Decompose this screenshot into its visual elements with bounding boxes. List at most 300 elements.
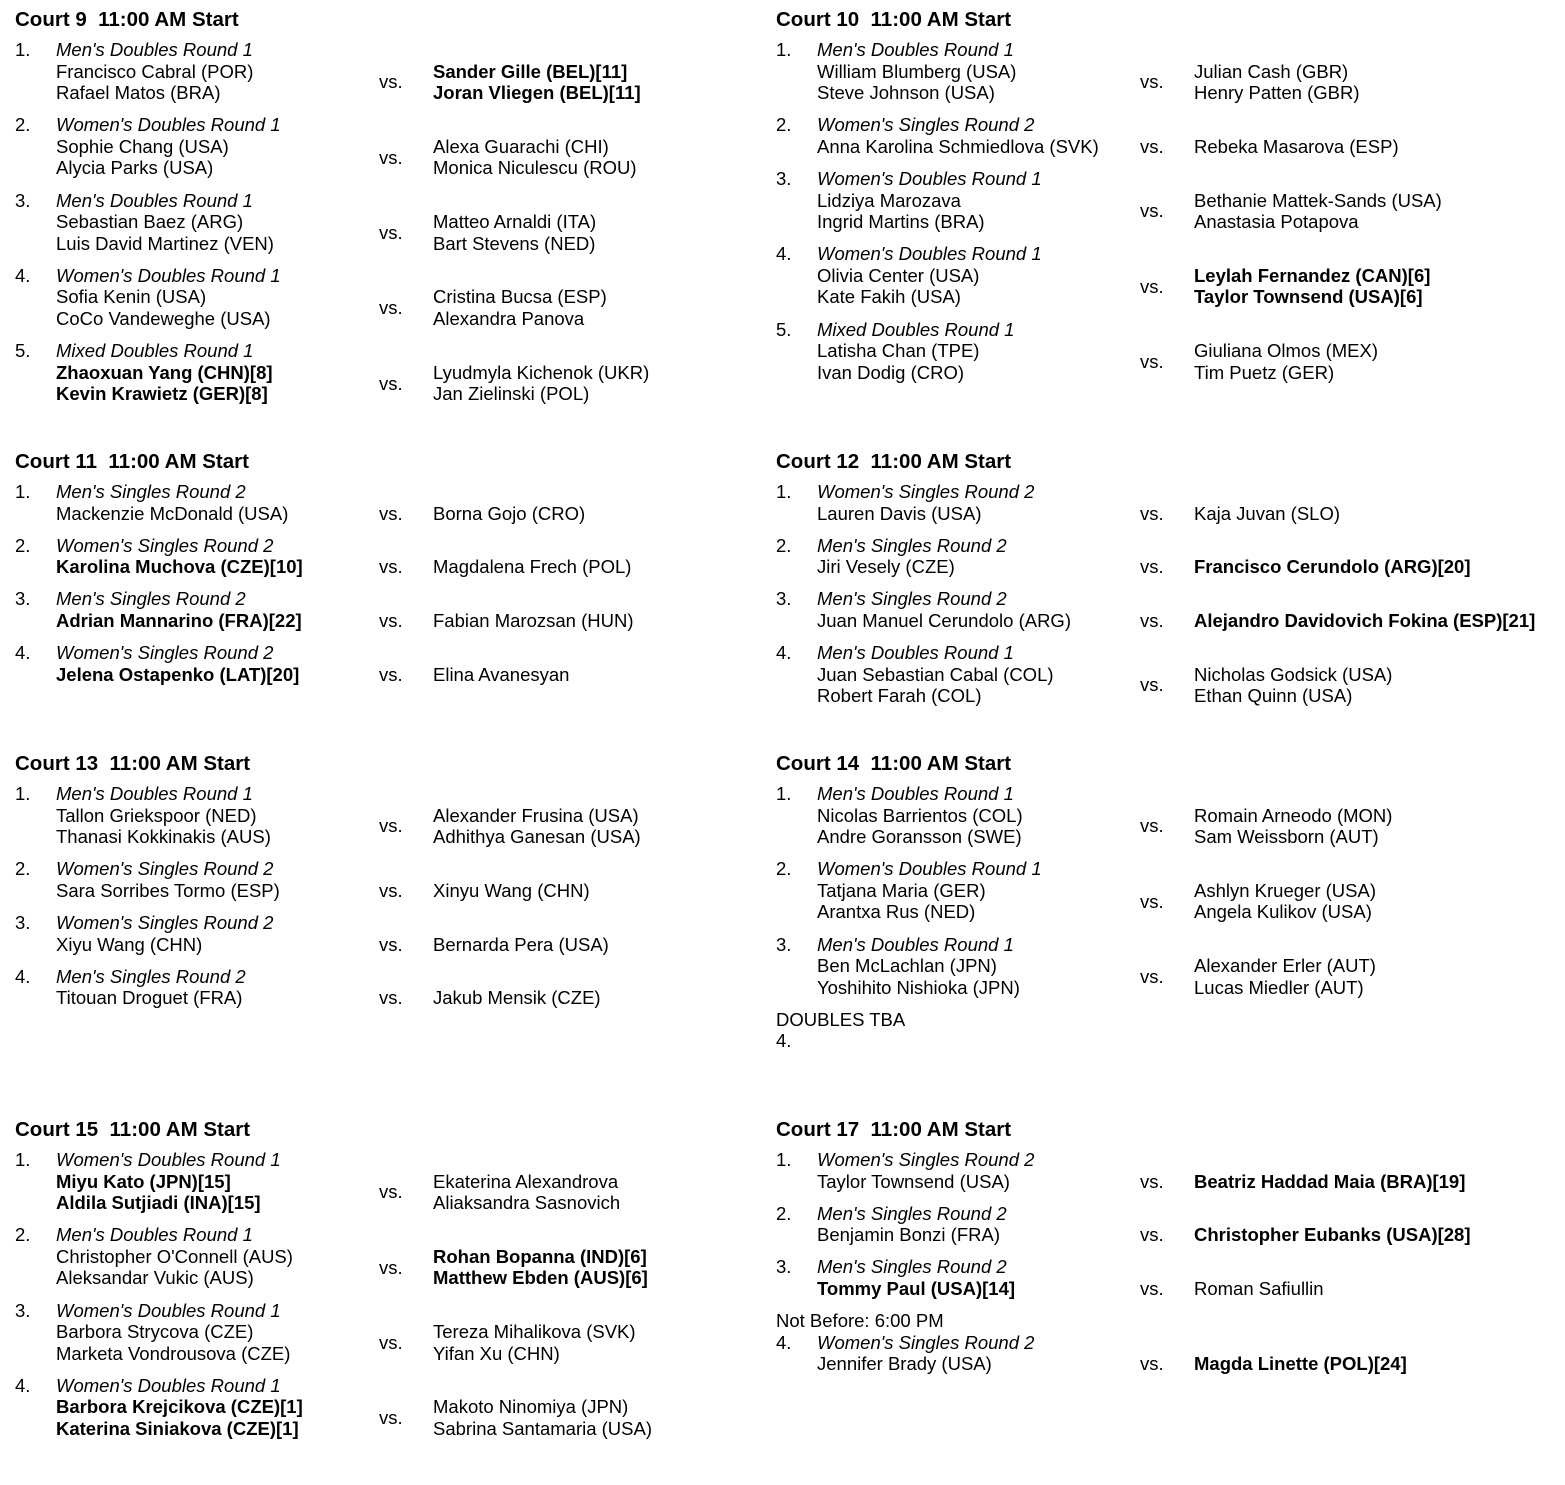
player-name: Ethan Quinn (USA) xyxy=(1194,685,1353,707)
player-name: Aleksandar Vukic (AUS) xyxy=(56,1267,254,1289)
player-name: Sam Weissborn (AUT) xyxy=(1194,826,1379,848)
event-name: Men's Singles Round 2 xyxy=(817,588,1007,610)
player-name: Robert Farah (COL) xyxy=(817,685,982,707)
vs-label: vs. xyxy=(379,1331,403,1353)
match-number: 3. xyxy=(776,1256,792,1278)
vs-label: vs. xyxy=(1140,674,1164,696)
player-name: Benjamin Bonzi (FRA) xyxy=(817,1224,1001,1246)
match-number: 1. xyxy=(15,39,31,60)
player-name: Marketa Vondrousova (CZE) xyxy=(56,1342,291,1364)
side-b xyxy=(1194,955,1376,998)
player-name: Tatjana Maria (GER) xyxy=(817,879,986,901)
player-name: Tommy Paul (USA)[14] xyxy=(817,1277,1016,1299)
player-name: Magda Linette (POL)[24] xyxy=(1194,1353,1407,1375)
side-b xyxy=(433,556,631,578)
match-number: 3. xyxy=(15,911,31,933)
vs-label: vs. xyxy=(1140,1170,1164,1192)
player-name: Sander Gille (BEL)[11] xyxy=(433,60,628,82)
event-name: Men's Singles Round 2 xyxy=(56,588,246,610)
match-number: 4. xyxy=(776,1030,792,1052)
match-entry xyxy=(15,642,775,685)
vs-label: vs. xyxy=(379,372,403,394)
event-name: Women's Doubles Round 1 xyxy=(817,858,1042,880)
match-players xyxy=(15,1246,775,1289)
match-entry xyxy=(776,1203,1536,1246)
player-name: Rohan Bopanna (IND)[6] xyxy=(433,1245,647,1267)
event-name: Women's Doubles Round 1 xyxy=(56,264,281,286)
side-a xyxy=(817,340,1137,383)
player-name: William Blumberg (USA) xyxy=(817,60,1017,82)
event-name: Women's Singles Round 2 xyxy=(56,911,274,933)
vs-label: vs. xyxy=(379,556,403,578)
court-block xyxy=(15,8,775,415)
court-title: Court 10 11:00 AM Start xyxy=(776,8,1012,31)
side-a xyxy=(56,1321,376,1364)
player-name: Kaja Juvan (SLO) xyxy=(1194,502,1341,524)
event-name: Women's Singles Round 2 xyxy=(817,481,1035,502)
player-name: Olivia Center (USA) xyxy=(817,264,980,286)
player-name: Sebastian Baez (ARG) xyxy=(56,211,244,233)
match-entry xyxy=(15,39,775,104)
player-name: Lidziya Marozava xyxy=(817,189,961,211)
player-name: Juan Manuel Cerundolo (ARG) xyxy=(817,609,1071,631)
match-number: 2. xyxy=(15,1224,31,1246)
side-b xyxy=(433,1321,636,1364)
match-entry xyxy=(15,265,775,330)
match-entry xyxy=(776,168,1536,233)
player-name: Kevin Krawietz (GER)[8] xyxy=(56,383,268,405)
match-number: 2. xyxy=(15,534,31,556)
event-name: Men's Doubles Round 1 xyxy=(56,39,253,60)
event-name: Women's Singles Round 2 xyxy=(817,114,1035,136)
player-name: Taylor Townsend (USA) xyxy=(817,1170,1010,1192)
event-name: Mixed Doubles Round 1 xyxy=(56,340,254,362)
match-number: 2. xyxy=(776,858,792,880)
player-name: Rebeka Masarova (ESP) xyxy=(1194,135,1399,157)
side-a xyxy=(817,955,1137,998)
side-a xyxy=(817,556,1137,578)
match-entry xyxy=(15,190,775,255)
match-entry xyxy=(15,1149,775,1214)
side-a xyxy=(817,610,1137,632)
match-players xyxy=(776,664,1536,707)
court-block xyxy=(15,752,775,1019)
player-name: Yoshihito Nishioka (JPN) xyxy=(817,976,1020,998)
player-name: Aldila Sutjiadi (INA)[15] xyxy=(56,1192,261,1214)
side-b xyxy=(1194,610,1535,632)
side-b xyxy=(433,1246,648,1289)
player-name: Magdalena Frech (POL) xyxy=(433,556,632,578)
player-name: Bethanie Mattek-Sands (USA) xyxy=(1194,189,1442,211)
side-b xyxy=(1194,265,1430,308)
event-name: Men's Singles Round 2 xyxy=(56,965,246,987)
side-a xyxy=(817,136,1137,158)
match-number: 4. xyxy=(15,1374,31,1396)
player-name: Ekaterina Alexandrova xyxy=(433,1170,619,1192)
court-title: Court 12 11:00 AM Start xyxy=(776,450,1012,473)
match-players xyxy=(15,286,775,329)
match-entry xyxy=(15,1300,775,1365)
player-name: Xinyu Wang (CHN) xyxy=(433,879,590,901)
event-name: Men's Doubles Round 1 xyxy=(56,1224,253,1246)
player-name: Monica Niculescu (ROU) xyxy=(433,157,637,179)
event-name: Men's Doubles Round 1 xyxy=(817,783,1014,804)
player-name: Sabrina Santamaria (USA) xyxy=(433,1418,653,1440)
match-number: 5. xyxy=(776,318,792,340)
player-name: Taylor Townsend (USA)[6] xyxy=(1194,286,1423,308)
match-players xyxy=(776,503,1536,525)
side-a xyxy=(817,190,1137,233)
match-entry xyxy=(776,319,1536,384)
side-a xyxy=(817,805,1137,848)
player-name: Tereza Mihalikova (SVK) xyxy=(433,1321,636,1343)
side-a xyxy=(56,934,376,956)
side-a xyxy=(56,1396,376,1439)
side-a xyxy=(56,1246,376,1289)
vs-label: vs. xyxy=(1140,135,1164,157)
vs-label: vs. xyxy=(379,933,403,955)
match-number: 1. xyxy=(776,481,792,502)
vs-label: vs. xyxy=(1140,71,1164,93)
vs-label: vs. xyxy=(379,297,403,319)
match-players xyxy=(776,1353,1536,1375)
player-name: Steve Johnson (USA) xyxy=(817,82,995,104)
player-name: Jelena Ostapenko (LAT)[20] xyxy=(56,663,300,685)
event-name: Women's Singles Round 2 xyxy=(56,642,274,664)
match-players xyxy=(776,805,1536,848)
match-players xyxy=(776,610,1536,632)
match-players xyxy=(15,136,775,179)
player-name: Ivan Dodig (CRO) xyxy=(817,361,965,383)
side-b xyxy=(1194,61,1360,104)
match-players xyxy=(776,880,1536,923)
player-name: Alexa Guarachi (CHI) xyxy=(433,135,609,157)
match-number: 2. xyxy=(776,114,792,136)
player-name: Adrian Mannarino (FRA)[22] xyxy=(56,609,302,631)
side-a xyxy=(56,880,376,902)
court-block xyxy=(776,8,1536,394)
player-name: Luis David Martinez (VEN) xyxy=(56,232,274,254)
side-b xyxy=(1194,880,1376,923)
match-players xyxy=(776,61,1536,104)
match-number: 1. xyxy=(776,1149,792,1170)
player-name: Nicolas Barrientos (COL) xyxy=(817,804,1023,826)
player-name: Beatriz Haddad Maia (BRA)[19] xyxy=(1194,1170,1466,1192)
event-name: Women's Doubles Round 1 xyxy=(56,1299,281,1321)
side-a xyxy=(817,1171,1137,1193)
side-a xyxy=(56,556,376,578)
match-players xyxy=(776,340,1536,383)
court-title: Court 17 11:00 AM Start xyxy=(776,1118,1012,1141)
match-players xyxy=(15,211,775,254)
match-players xyxy=(15,1396,775,1439)
player-name: Romain Arneodo (MON) xyxy=(1194,804,1393,826)
court-title: Court 9 11:00 AM Start xyxy=(15,8,239,31)
match-entry xyxy=(15,340,775,405)
event-name: Women's Doubles Round 1 xyxy=(56,114,281,136)
side-b xyxy=(433,610,633,632)
match-number: 1. xyxy=(15,481,31,502)
side-a xyxy=(56,503,376,525)
match-number: 1. xyxy=(776,39,792,60)
player-name: Yifan Xu (CHN) xyxy=(433,1342,560,1364)
match-number: 4. xyxy=(776,642,792,664)
side-a xyxy=(817,880,1137,923)
player-name: Sophie Chang (USA) xyxy=(56,135,229,157)
player-name: Anna Karolina Schmiedlova (SVK) xyxy=(817,135,1099,157)
player-name: Ingrid Martins (BRA) xyxy=(817,211,985,233)
player-name: Bernarda Pera (USA) xyxy=(433,933,609,955)
match-entry xyxy=(15,114,775,179)
player-name: Alycia Parks (USA) xyxy=(56,157,214,179)
match-players xyxy=(15,1321,775,1364)
match-entry xyxy=(776,1332,1536,1375)
match-number: 4. xyxy=(776,243,792,265)
event-name: Women's Doubles Round 1 xyxy=(817,167,1042,189)
vs-label: vs. xyxy=(1140,1277,1164,1299)
player-name: Matthew Ebden (AUS)[6] xyxy=(433,1267,648,1289)
event-name: Mixed Doubles Round 1 xyxy=(817,318,1015,340)
court-title: Court 15 11:00 AM Start xyxy=(15,1118,251,1141)
side-a xyxy=(817,61,1137,104)
vs-label: vs. xyxy=(1140,965,1164,987)
match-players xyxy=(15,934,775,956)
side-a xyxy=(56,805,376,848)
match-entry xyxy=(776,588,1536,631)
match-players xyxy=(15,362,775,405)
match-number: 2. xyxy=(15,858,31,880)
court-title: Court 13 11:00 AM Start xyxy=(15,752,251,775)
player-name: Juan Sebastian Cabal (COL) xyxy=(817,663,1054,685)
match-players xyxy=(15,880,775,902)
player-name: Alexander Frusina (USA) xyxy=(433,804,639,826)
vs-label: vs. xyxy=(1140,200,1164,222)
side-a xyxy=(56,61,376,104)
court-block xyxy=(776,450,1536,717)
side-b xyxy=(1194,136,1399,158)
match-number: 1. xyxy=(15,783,31,804)
player-name: Jiri Vesely (CZE) xyxy=(817,556,955,578)
match-number: 5. xyxy=(15,340,31,362)
side-b xyxy=(1194,805,1392,848)
vs-label: vs. xyxy=(379,609,403,631)
match-entry xyxy=(15,1375,775,1440)
schedule-note: DOUBLES TBA xyxy=(776,1008,906,1030)
player-name: Giuliana Olmos (MEX) xyxy=(1194,340,1379,362)
vs-label: vs. xyxy=(379,815,403,837)
player-name: Matteo Arnaldi (ITA) xyxy=(433,211,597,233)
event-name: Women's Singles Round 2 xyxy=(56,858,274,880)
side-a xyxy=(56,211,376,254)
vs-label: vs. xyxy=(1140,815,1164,837)
match-entry xyxy=(776,243,1536,308)
event-name: Women's Singles Round 2 xyxy=(817,1331,1035,1353)
player-name: Roman Safiullin xyxy=(1194,1277,1324,1299)
match-entry xyxy=(776,1149,1536,1192)
vs-label: vs. xyxy=(379,987,403,1009)
event-name: Men's Singles Round 2 xyxy=(817,1256,1007,1278)
match-entry xyxy=(15,535,775,578)
player-name: Adhithya Ganesan (USA) xyxy=(433,826,641,848)
vs-label: vs. xyxy=(1140,890,1164,912)
player-name: Katerina Siniakova (CZE)[1] xyxy=(56,1418,299,1440)
side-b xyxy=(433,934,609,956)
player-name: Francisco Cabral (POR) xyxy=(56,60,254,82)
match-number: 2. xyxy=(15,114,31,136)
vs-label: vs. xyxy=(379,879,403,901)
player-name: Titouan Droguet (FRA) xyxy=(56,987,243,1009)
match-players xyxy=(776,190,1536,233)
side-b xyxy=(1194,1278,1324,1300)
player-name: Mackenzie McDonald (USA) xyxy=(56,502,289,524)
player-name: Aliaksandra Sasnovich xyxy=(433,1192,621,1214)
player-name: Barbora Krejcikova (CZE)[1] xyxy=(56,1396,303,1418)
player-name: Tallon Griekspoor (NED) xyxy=(56,804,257,826)
match-entry xyxy=(15,481,775,524)
player-name: Jennifer Brady (USA) xyxy=(817,1353,992,1375)
match-number: 4. xyxy=(776,1331,792,1353)
match-players xyxy=(15,805,775,848)
match-entry xyxy=(15,1224,775,1289)
match-number: 4. xyxy=(15,965,31,987)
event-name: Men's Singles Round 2 xyxy=(56,481,246,502)
vs-label: vs. xyxy=(379,502,403,524)
player-name: Cristina Bucsa (ESP) xyxy=(433,286,607,308)
player-name: Ashlyn Krueger (USA) xyxy=(1194,879,1376,901)
vs-label: vs. xyxy=(1140,1353,1164,1375)
event-name: Men's Doubles Round 1 xyxy=(56,189,253,211)
side-b xyxy=(1194,1171,1465,1193)
player-name: Nicholas Godsick (USA) xyxy=(1194,663,1393,685)
side-b xyxy=(433,987,601,1009)
player-name: Fabian Marozsan (HUN) xyxy=(433,609,634,631)
match-players xyxy=(15,556,775,578)
player-name: CoCo Vandeweghe (USA) xyxy=(56,308,271,330)
side-b xyxy=(433,286,607,329)
event-name: Men's Singles Round 2 xyxy=(817,534,1007,556)
side-b xyxy=(433,211,596,254)
side-b xyxy=(1194,664,1392,707)
event-name: Men's Doubles Round 1 xyxy=(817,39,1014,60)
side-a xyxy=(817,664,1137,707)
player-name: Julian Cash (GBR) xyxy=(1194,60,1349,82)
court-block xyxy=(15,450,775,696)
match-entry xyxy=(776,783,1536,848)
event-name: Women's Doubles Round 1 xyxy=(817,243,1042,265)
side-a xyxy=(56,362,376,405)
side-b xyxy=(433,61,641,104)
match-players xyxy=(776,1171,1536,1193)
side-b xyxy=(433,1171,620,1214)
side-a xyxy=(56,286,376,329)
player-name: Lauren Davis (USA) xyxy=(817,502,982,524)
player-name: Arantxa Rus (NED) xyxy=(817,901,976,923)
side-b xyxy=(1194,503,1340,525)
match-players xyxy=(776,1278,1536,1300)
vs-label: vs. xyxy=(379,221,403,243)
side-b xyxy=(433,136,637,179)
match-number: 2. xyxy=(776,534,792,556)
court-title: Court 14 11:00 AM Start xyxy=(776,752,1012,775)
player-name: Christopher O'Connell (AUS) xyxy=(56,1245,293,1267)
player-name: Alejandro Davidovich Fokina (ESP)[21] xyxy=(1194,609,1536,631)
vs-label: vs. xyxy=(379,1407,403,1429)
match-players xyxy=(15,1171,775,1214)
event-name: Men's Doubles Round 1 xyxy=(817,642,1014,664)
vs-label: vs. xyxy=(379,146,403,168)
side-a xyxy=(817,265,1137,308)
player-name: Jan Zielinski (POL) xyxy=(433,383,590,405)
side-a xyxy=(817,503,1137,525)
player-name: Leylah Fernandez (CAN)[6] xyxy=(1194,264,1431,286)
side-b xyxy=(1194,1353,1407,1375)
side-b xyxy=(433,503,585,525)
match-entry xyxy=(15,858,775,901)
player-name: Barbora Strycova (CZE) xyxy=(56,1321,254,1343)
side-a xyxy=(56,136,376,179)
match-entry xyxy=(776,39,1536,104)
match-entry xyxy=(776,481,1536,524)
vs-label: vs. xyxy=(379,1181,403,1203)
match-players xyxy=(776,265,1536,308)
match-players xyxy=(776,1224,1536,1246)
player-name: Angela Kulikov (USA) xyxy=(1194,901,1372,923)
vs-label: vs. xyxy=(379,663,403,685)
player-name: Thanasi Kokkinakis (AUS) xyxy=(56,826,271,848)
player-name: Elina Avanesyan xyxy=(433,663,570,685)
match-entry xyxy=(15,783,775,848)
match-number: 2. xyxy=(776,1202,792,1224)
player-name: Tim Puetz (GER) xyxy=(1194,361,1335,383)
match-entry xyxy=(776,642,1536,707)
vs-label: vs. xyxy=(379,71,403,93)
event-name: Men's Doubles Round 1 xyxy=(817,933,1014,955)
event-name: Women's Singles Round 2 xyxy=(817,1149,1035,1170)
match-number: 4. xyxy=(15,642,31,664)
match-number: 4. xyxy=(15,264,31,286)
court-block xyxy=(776,752,1536,1052)
player-name: Rafael Matos (BRA) xyxy=(56,82,221,104)
player-name: Xiyu Wang (CHN) xyxy=(56,933,203,955)
event-name: Women's Singles Round 2 xyxy=(56,534,274,556)
match-entry xyxy=(15,588,775,631)
side-a xyxy=(817,1278,1137,1300)
match-number: 3. xyxy=(776,167,792,189)
player-name: Latisha Chan (TPE) xyxy=(817,340,980,362)
match-entry xyxy=(776,858,1536,923)
vs-label: vs. xyxy=(379,1256,403,1278)
match-number: 3. xyxy=(15,588,31,610)
vs-label: vs. xyxy=(1140,350,1164,372)
court-block xyxy=(15,1118,775,1450)
player-name: Sofia Kenin (USA) xyxy=(56,286,207,308)
player-name: Sara Sorribes Tormo (ESP) xyxy=(56,879,280,901)
player-name: Francisco Cerundolo (ARG)[20] xyxy=(1194,556,1471,578)
player-name: Anastasia Potapova xyxy=(1194,211,1359,233)
player-name: Karolina Muchova (CZE)[10] xyxy=(56,556,303,578)
player-name: Joran Vliegen (BEL)[11] xyxy=(433,82,641,104)
player-name: Jakub Mensik (CZE) xyxy=(433,987,601,1009)
player-name: Zhaoxuan Yang (CHN)[8] xyxy=(56,361,273,383)
player-name: Bart Stevens (NED) xyxy=(433,232,596,254)
match-entry xyxy=(776,535,1536,578)
event-name: Women's Doubles Round 1 xyxy=(56,1149,281,1170)
match-players xyxy=(15,664,775,686)
player-name: Borna Gojo (CRO) xyxy=(433,502,586,524)
side-b xyxy=(433,362,649,405)
match-number: 1. xyxy=(776,783,792,804)
match-number: 3. xyxy=(15,1299,31,1321)
